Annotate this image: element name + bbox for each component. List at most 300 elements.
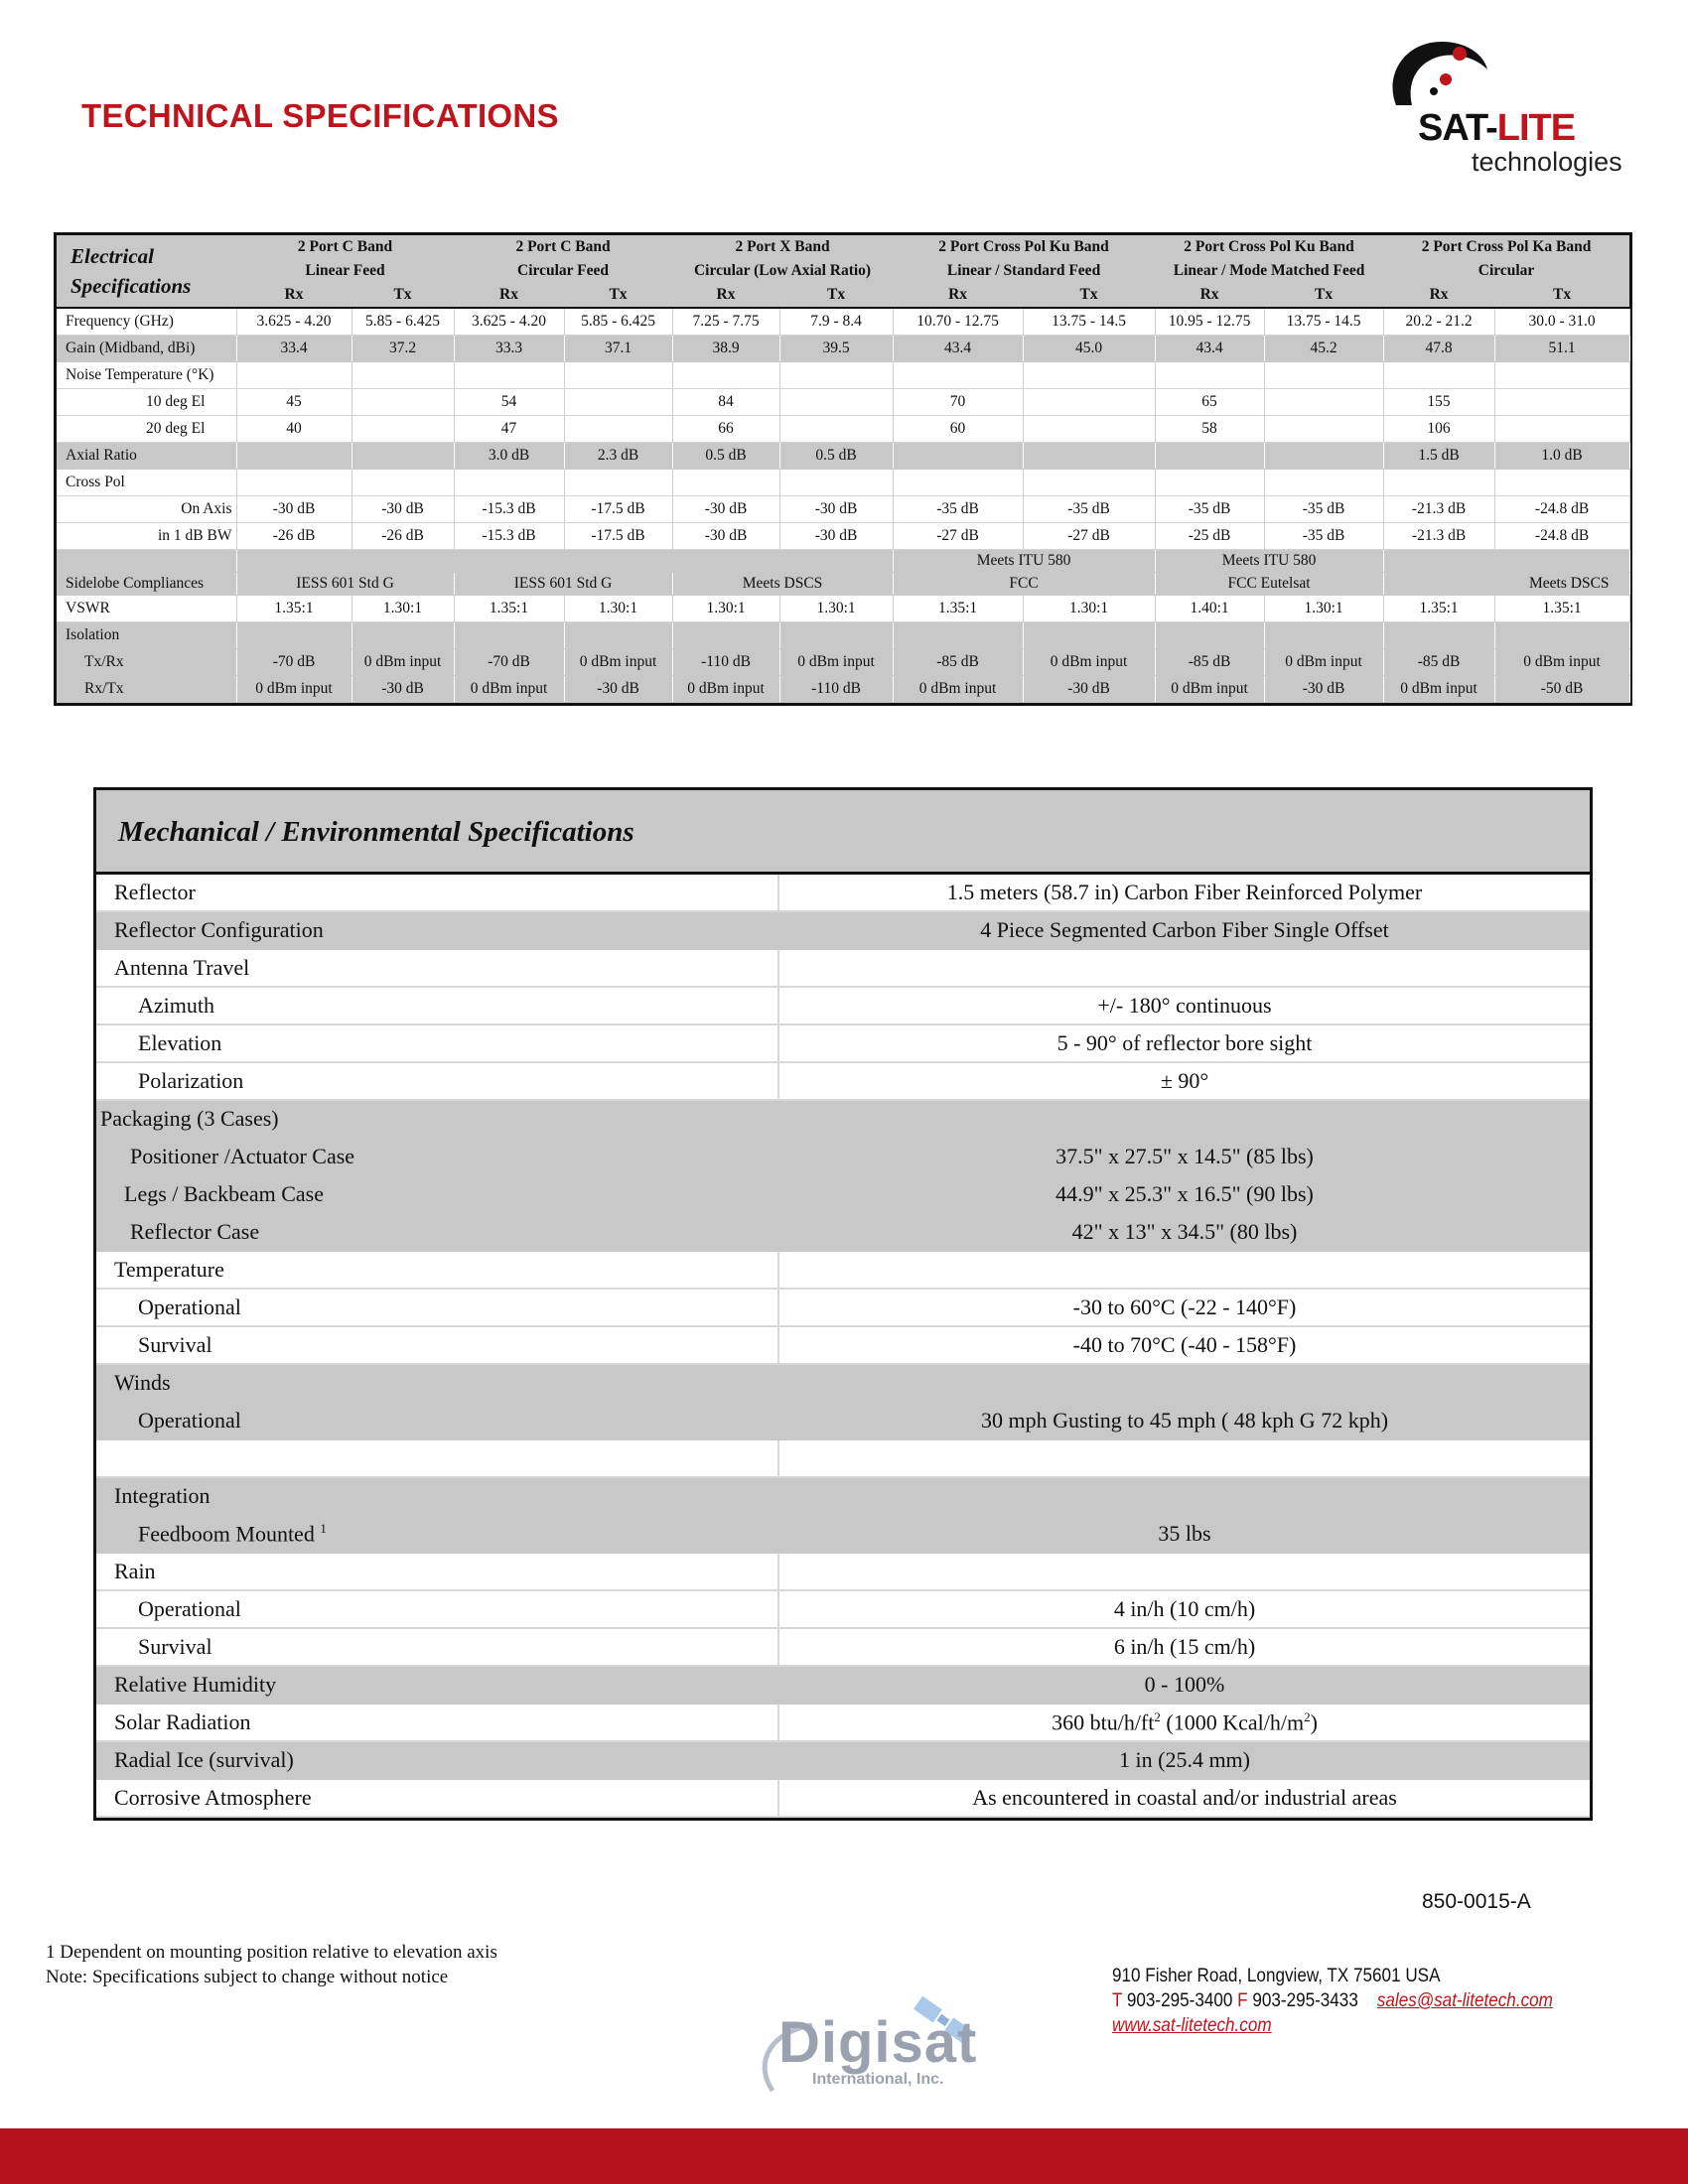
tx-header: Tx [779, 283, 893, 308]
value-cell: 1.40:1 [1155, 596, 1264, 622]
mech-label: Feedboom Mounted $^1$ [96, 1515, 778, 1553]
value-cell: 58 [1155, 416, 1264, 443]
band-header: 2 Port Cross Pol Ku Band [893, 235, 1155, 259]
value-cell: 65 [1155, 389, 1264, 416]
mech-value: 6 in/h (15 cm/h) [778, 1628, 1590, 1666]
value-cell: 0.5 dB [672, 443, 779, 470]
value-cell: 1.30:1 [779, 596, 893, 622]
value-cell: 0 dBm input [352, 649, 454, 676]
mech-value: -30 to 60°C (-22 - 140°F) [778, 1289, 1590, 1326]
empty-cell [1023, 622, 1155, 649]
mech-value: 1.5 meters (58.7 in) Carbon Fiber Reinforced Polymer [778, 875, 1590, 911]
header-row-1 [57, 235, 1629, 259]
mechanical-title: Mechanical / Environmental Specifications [96, 790, 1590, 875]
value-cell [1264, 416, 1383, 443]
value-cell: -30 dB [236, 496, 352, 523]
sidelobe-ku-mm-top: Meets ITU 580 [1155, 550, 1383, 573]
value-cell [564, 389, 672, 416]
band-subheader: Linear / Mode Matched Feed [1155, 259, 1383, 283]
value-cell [1023, 416, 1155, 443]
empty-cell [893, 622, 1023, 649]
mech-row [96, 987, 1590, 1024]
mech-label: Relative Humidity [96, 1666, 778, 1704]
row-noise-20deg [57, 416, 1629, 443]
value-cell: 39.5 [779, 336, 893, 362]
tx-header: Tx [352, 283, 454, 308]
value-cell: -50 dB [1494, 676, 1629, 703]
empty-cell [1023, 470, 1155, 496]
value-cell: 5.85 - 6.425 [564, 308, 672, 336]
band-header: 2 Port C Band [236, 235, 454, 259]
mech-value: 0 - 100% [778, 1666, 1590, 1704]
value-cell: 43.4 [1155, 336, 1264, 362]
footnote-1: 1 Dependent on mounting position relative to elevation axis [46, 1942, 497, 1963]
value-cell: -30 dB [1264, 676, 1383, 703]
mech-row [96, 1251, 1590, 1289]
value-cell: -21.3 dB [1383, 523, 1494, 550]
mech-value: 30 mph Gusting to 45 mph ( 48 kph G 72 kph) [778, 1402, 1590, 1439]
fax: 903-295-3433 [1247, 1990, 1358, 2011]
empty-cell [454, 470, 564, 496]
empty-cell [454, 622, 564, 649]
value-cell: 40 [236, 416, 352, 443]
footer-bar [0, 2128, 1688, 2184]
empty-cell [236, 470, 352, 496]
value-cell: 60 [893, 416, 1023, 443]
value-cell: 1.35:1 [893, 596, 1023, 622]
row-label: Cross Pol [57, 470, 236, 496]
mech-value [778, 1100, 1590, 1138]
mech-label: Operational [96, 1402, 778, 1439]
footnotes [46, 1940, 497, 1989]
value-cell: -30 dB [672, 523, 779, 550]
value-cell: 10.95 - 12.75 [1155, 308, 1264, 336]
value-cell: -110 dB [672, 649, 779, 676]
value-cell: 13.75 - 14.5 [1264, 308, 1383, 336]
mech-value [778, 1364, 1590, 1402]
empty-cell [672, 470, 779, 496]
value-cell: 1.35:1 [236, 596, 352, 622]
mech-row [96, 1138, 1590, 1175]
value-cell: 1.35:1 [454, 596, 564, 622]
value-cell: -15.3 dB [454, 523, 564, 550]
mech-label: Elevation [96, 1024, 778, 1062]
empty-cell [1155, 622, 1264, 649]
value-cell: 54 [454, 389, 564, 416]
mech-label: Legs / Backbeam Case [96, 1175, 778, 1213]
value-cell: -26 dB [352, 523, 454, 550]
empty-cell [672, 622, 779, 649]
empty-cell [1494, 622, 1629, 649]
row-in-1db-bw [57, 523, 1629, 550]
mech-row [96, 1100, 1590, 1138]
mech-row [96, 1779, 1590, 1817]
value-cell: 106 [1383, 416, 1494, 443]
value-cell: -70 dB [454, 649, 564, 676]
mech-value: 37.5" x 27.5" x 14.5" (85 lbs) [778, 1138, 1590, 1175]
row-label: Tx/Rx [57, 649, 236, 676]
mech-label: Corrosive Atmosphere [96, 1779, 778, 1817]
row-label: Isolation [57, 622, 236, 649]
mechanical-specs-table [93, 787, 1593, 1821]
mech-label: Packaging (3 Cases) [96, 1100, 778, 1138]
value-cell: -30 dB [779, 496, 893, 523]
phone: 903-295-3400 [1122, 1990, 1238, 2011]
empty-cell [1155, 362, 1264, 389]
empty-cell [1264, 362, 1383, 389]
mech-row [96, 1553, 1590, 1590]
mech-row [96, 1062, 1590, 1100]
logo-tagline: technologies [1472, 147, 1622, 177]
band-subheader: Linear / Standard Feed [893, 259, 1155, 283]
value-cell: -27 dB [1023, 523, 1155, 550]
rx-header: Rx [1155, 283, 1264, 308]
sidelobe-ku-std-top: Meets ITU 580 [893, 550, 1155, 573]
value-cell: 3.625 - 4.20 [236, 308, 352, 336]
mech-value: +/- 180° continuous [778, 987, 1590, 1024]
value-cell: -35 dB [1155, 496, 1264, 523]
value-cell: 7.9 - 8.4 [779, 308, 893, 336]
mech-value [778, 949, 1590, 987]
value-cell: 47.8 [1383, 336, 1494, 362]
row-label: Axial Ratio [57, 443, 236, 470]
empty-cell [454, 362, 564, 389]
mech-value: 360 btu/$h/ft^2$ (1000 Kcal/$h/m^2$) [778, 1704, 1590, 1741]
value-cell: -85 dB [1383, 649, 1494, 676]
value-cell: 5.85 - 6.425 [352, 308, 454, 336]
mech-row [96, 1628, 1590, 1666]
value-cell: 3.0 dB [454, 443, 564, 470]
mech-row [96, 875, 1590, 911]
row-axial-ratio [57, 443, 1629, 470]
sat-lite-logo [1384, 36, 1622, 185]
value-cell [1023, 443, 1155, 470]
document-number: 850-0015-A [1422, 1890, 1531, 1913]
value-cell: 1.0 dB [1494, 443, 1629, 470]
value-cell [1264, 389, 1383, 416]
empty-cell [1383, 470, 1494, 496]
value-cell: 43.4 [893, 336, 1023, 362]
empty-cell [352, 362, 454, 389]
value-cell: 0 dBm input [454, 676, 564, 703]
empty-cell [352, 470, 454, 496]
band-subheader: Linear Feed [236, 259, 454, 283]
value-cell: -85 dB [893, 649, 1023, 676]
contact-block [1112, 1964, 1553, 2038]
value-cell: 66 [672, 416, 779, 443]
website-link[interactable]: www.sat-litetech.com [1112, 2015, 1272, 2036]
value-cell: -27 dB [893, 523, 1023, 550]
value-cell: 33.4 [236, 336, 352, 362]
value-cell: 45.2 [1264, 336, 1383, 362]
value-cell: 38.9 [672, 336, 779, 362]
band-header: 2 Port X Band [672, 235, 893, 259]
value-cell: -35 dB [1264, 523, 1383, 550]
rx-header: Rx [893, 283, 1023, 308]
mech-label: Integration [96, 1477, 778, 1515]
value-cell: -21.3 dB [1383, 496, 1494, 523]
value-cell: 1.30:1 [352, 596, 454, 622]
value-cell: 70 [893, 389, 1023, 416]
empty-cell [564, 622, 672, 649]
sidelobe-c-circular: IESS 601 Std G [454, 573, 672, 596]
band-subheader: Circular [1383, 259, 1629, 283]
value-cell [352, 443, 454, 470]
sidelobe-x-band: Meets DSCS [672, 573, 893, 596]
value-cell: 7.25 - 7.75 [672, 308, 779, 336]
value-cell: 2.3 dB [564, 443, 672, 470]
mech-value [778, 1477, 1590, 1515]
rx-header: Rx [236, 283, 352, 308]
row-label: On Axis [57, 496, 236, 523]
empty-cell [352, 622, 454, 649]
value-cell: -30 dB [564, 676, 672, 703]
mech-label: Reflector Case [96, 1213, 778, 1251]
mech-value: -40 to 70°C (-40 - 158°F) [778, 1326, 1590, 1364]
row-noise-10deg [57, 389, 1629, 416]
value-cell [236, 443, 352, 470]
value-cell: -30 dB [1023, 676, 1155, 703]
value-cell [1264, 443, 1383, 470]
value-cell: 51.1 [1494, 336, 1629, 362]
mech-label: Survival [96, 1326, 778, 1364]
mech-row [96, 1590, 1590, 1628]
mech-value: ± 90° [778, 1062, 1590, 1100]
mech-label: Reflector Configuration [96, 911, 778, 949]
mech-label: Radial Ice (survival) [96, 1741, 778, 1779]
value-cell [352, 416, 454, 443]
mech-label: Rain [96, 1553, 778, 1590]
row-frequency [57, 308, 1629, 336]
value-cell: 1.30:1 [672, 596, 779, 622]
mech-label: Operational [96, 1289, 778, 1326]
value-cell: -17.5 dB [564, 496, 672, 523]
mech-value [778, 1553, 1590, 1590]
row-on-axis [57, 496, 1629, 523]
empty-cell [564, 362, 672, 389]
row-rx-tx [57, 676, 1629, 703]
mech-value: 44.9" x 25.3" x 16.5" (90 lbs) [778, 1175, 1590, 1213]
value-cell: -30 dB [672, 496, 779, 523]
header-row-rxtx [57, 283, 1629, 308]
value-cell: 45 [236, 389, 352, 416]
value-cell: -24.8 dB [1494, 496, 1629, 523]
value-cell: 13.75 - 14.5 [1023, 308, 1155, 336]
mech-row [96, 1213, 1590, 1251]
mech-label: Azimuth [96, 987, 778, 1024]
value-cell: -30 dB [352, 496, 454, 523]
empty-cell [893, 362, 1023, 389]
empty-cell [893, 470, 1023, 496]
value-cell: 84 [672, 389, 779, 416]
empty-cell [236, 362, 352, 389]
mech-label: Polarization [96, 1062, 778, 1100]
value-cell [893, 443, 1023, 470]
row-tx-rx [57, 649, 1629, 676]
row-gain [57, 336, 1629, 362]
value-cell [779, 389, 893, 416]
value-cell: 47 [454, 416, 564, 443]
empty-cell [1155, 470, 1264, 496]
mech-label: Antenna Travel [96, 949, 778, 987]
value-cell: -110 dB [779, 676, 893, 703]
value-cell: 1.30:1 [1264, 596, 1383, 622]
mech-label: Positioner /Actuator Case [96, 1138, 778, 1175]
value-cell: 10.70 - 12.75 [893, 308, 1023, 336]
value-cell: 1.30:1 [564, 596, 672, 622]
mech-value: As encountered in coastal and/or industrial areas [778, 1779, 1590, 1817]
header-row-2 [57, 259, 1629, 283]
rx-header: Rx [1383, 283, 1494, 308]
row-isolation [57, 622, 1629, 649]
empty-cell [779, 470, 893, 496]
email-link[interactable]: sales@sat-litetech.com [1376, 1990, 1553, 2011]
mech-value: 5 - 90° of reflector bore sight [778, 1024, 1590, 1062]
value-cell [779, 416, 893, 443]
value-cell [564, 416, 672, 443]
mech-value: 42" x 13" x 34.5" (80 lbs) [778, 1213, 1590, 1251]
value-cell: -26 dB [236, 523, 352, 550]
row-sidelobe [57, 573, 1629, 596]
mech-label: Survival [96, 1628, 778, 1666]
empty-cell [779, 362, 893, 389]
value-cell: 1.5 dB [1383, 443, 1494, 470]
band-subheader: Circular (Low Axial Ratio) [672, 259, 893, 283]
value-cell: 45.0 [1023, 336, 1155, 362]
value-cell: 155 [1383, 389, 1494, 416]
value-cell [352, 389, 454, 416]
empty-cell [1023, 362, 1155, 389]
value-cell: 37.1 [564, 336, 672, 362]
value-cell: -30 dB [779, 523, 893, 550]
mech-row [96, 949, 1590, 987]
row-label: in 1 dB BW [57, 523, 236, 550]
value-cell: 1.35:1 [1494, 596, 1629, 622]
value-cell: 0 dBm input [1494, 649, 1629, 676]
mech-row [96, 1024, 1590, 1062]
value-cell [1494, 416, 1629, 443]
empty-cell [236, 622, 352, 649]
value-cell: -17.5 dB [564, 523, 672, 550]
value-cell: -35 dB [1023, 496, 1155, 523]
value-cell: -25 dB [1155, 523, 1264, 550]
mech-value: 4 in/h (10 cm/h) [778, 1590, 1590, 1628]
mech-row [96, 1326, 1590, 1364]
empty-cell [1383, 622, 1494, 649]
mech-label: Winds [96, 1364, 778, 1402]
row-label: VSWR [57, 596, 236, 622]
row-label: Frequency (GHz) [57, 308, 236, 336]
electrical-title: Electrical Specifications [57, 235, 236, 308]
value-cell: -15.3 dB [454, 496, 564, 523]
mech-row [96, 1477, 1590, 1515]
value-cell: 0 dBm input [564, 649, 672, 676]
band-header: 2 Port C Band [454, 235, 672, 259]
sidelobe-ka-band: Meets DSCS [1383, 573, 1629, 596]
value-cell: 0 dBm input [672, 676, 779, 703]
tx-header: Tx [1023, 283, 1155, 308]
row-label: Sidelobe Compliances [57, 573, 236, 596]
value-cell: 33.3 [454, 336, 564, 362]
value-cell: 30.0 - 31.0 [1494, 308, 1629, 336]
mech-label: Reflector [96, 875, 778, 911]
value-cell: 0 dBm input [1155, 676, 1264, 703]
empty-cell [1494, 362, 1629, 389]
sidelobe-ku-std-bottom: FCC [893, 573, 1155, 596]
value-cell: -35 dB [1264, 496, 1383, 523]
rx-header: Rx [454, 283, 564, 308]
value-cell: -30 dB [352, 676, 454, 703]
empty-cell [1264, 470, 1383, 496]
row-label: Rx/Tx [57, 676, 236, 703]
empty-cell [1383, 362, 1494, 389]
value-cell: 0 dBm input [236, 676, 352, 703]
band-header: 2 Port Cross Pol Ka Band [1383, 235, 1629, 259]
value-cell [1494, 389, 1629, 416]
mech-row [96, 1704, 1590, 1741]
footnote-marker: 1 [320, 1520, 327, 1536]
digisat-subtitle: International, Inc. [812, 2071, 944, 2088]
row-sidelobe-top [57, 550, 1629, 573]
row-label: 20 deg El [57, 416, 236, 443]
tx-header: Tx [564, 283, 672, 308]
row-label: Noise Temperature (°K) [57, 362, 236, 389]
value-cell: -85 dB [1155, 649, 1264, 676]
value-cell: 1.35:1 [1383, 596, 1494, 622]
tx-header: Tx [1494, 283, 1629, 308]
value-cell: 0 dBm input [779, 649, 893, 676]
mech-row [96, 1741, 1590, 1779]
empty-cell [1494, 470, 1629, 496]
empty-cell [672, 362, 779, 389]
mech-row [96, 911, 1590, 949]
row-vswr [57, 596, 1629, 622]
footnote-note: Note: Specifications subject to change without notice [46, 1967, 449, 1987]
mech-value: 1 in (25.4 mm) [778, 1741, 1590, 1779]
page-title: TECHNICAL SPECIFICATIONS [81, 97, 559, 134]
mech-row [96, 1402, 1590, 1439]
empty-cell [1264, 622, 1383, 649]
value-cell: 0 dBm input [893, 676, 1023, 703]
address: 910 Fisher Road, Longview, TX 75601 USA [1112, 1966, 1441, 1986]
value-cell [1023, 389, 1155, 416]
mech-label: Solar Radiation [96, 1704, 778, 1741]
band-header: 2 Port Cross Pol Ku Band [1155, 235, 1383, 259]
value-cell: 37.2 [352, 336, 454, 362]
mech-value [778, 1251, 1590, 1289]
empty-cell [779, 622, 893, 649]
mech-value: 35 lbs [778, 1515, 1590, 1553]
mech-row [96, 1289, 1590, 1326]
value-cell: 1.30:1 [1023, 596, 1155, 622]
value-cell: 0 dBm input [1264, 649, 1383, 676]
mech-label: Operational [96, 1590, 778, 1628]
row-label: 10 deg El [57, 389, 236, 416]
sidelobe-ku-mm-bottom: FCC Eutelsat [1155, 573, 1383, 596]
phone-fax-line: T 903-295-3400 F 903-295-3433 sales@sat-litetech.com [1112, 1990, 1553, 2011]
value-cell: -35 dB [893, 496, 1023, 523]
mech-label: Temperature [96, 1251, 778, 1289]
tx-header: Tx [1264, 283, 1383, 308]
value-cell: 0 dBm input [1023, 649, 1155, 676]
mech-value: 4 Piece Segmented Carbon Fiber Single Offset [778, 911, 1590, 949]
digisat-name: Digisat [778, 2010, 978, 2075]
row-label: Gain (Midband, dBi) [57, 336, 236, 362]
sidelobe-c-linear: IESS 601 Std G [236, 573, 454, 596]
value-cell: 20.2 - 21.2 [1383, 308, 1494, 336]
logo-brand: SAT-LITE [1418, 107, 1576, 149]
empty-cell [564, 470, 672, 496]
